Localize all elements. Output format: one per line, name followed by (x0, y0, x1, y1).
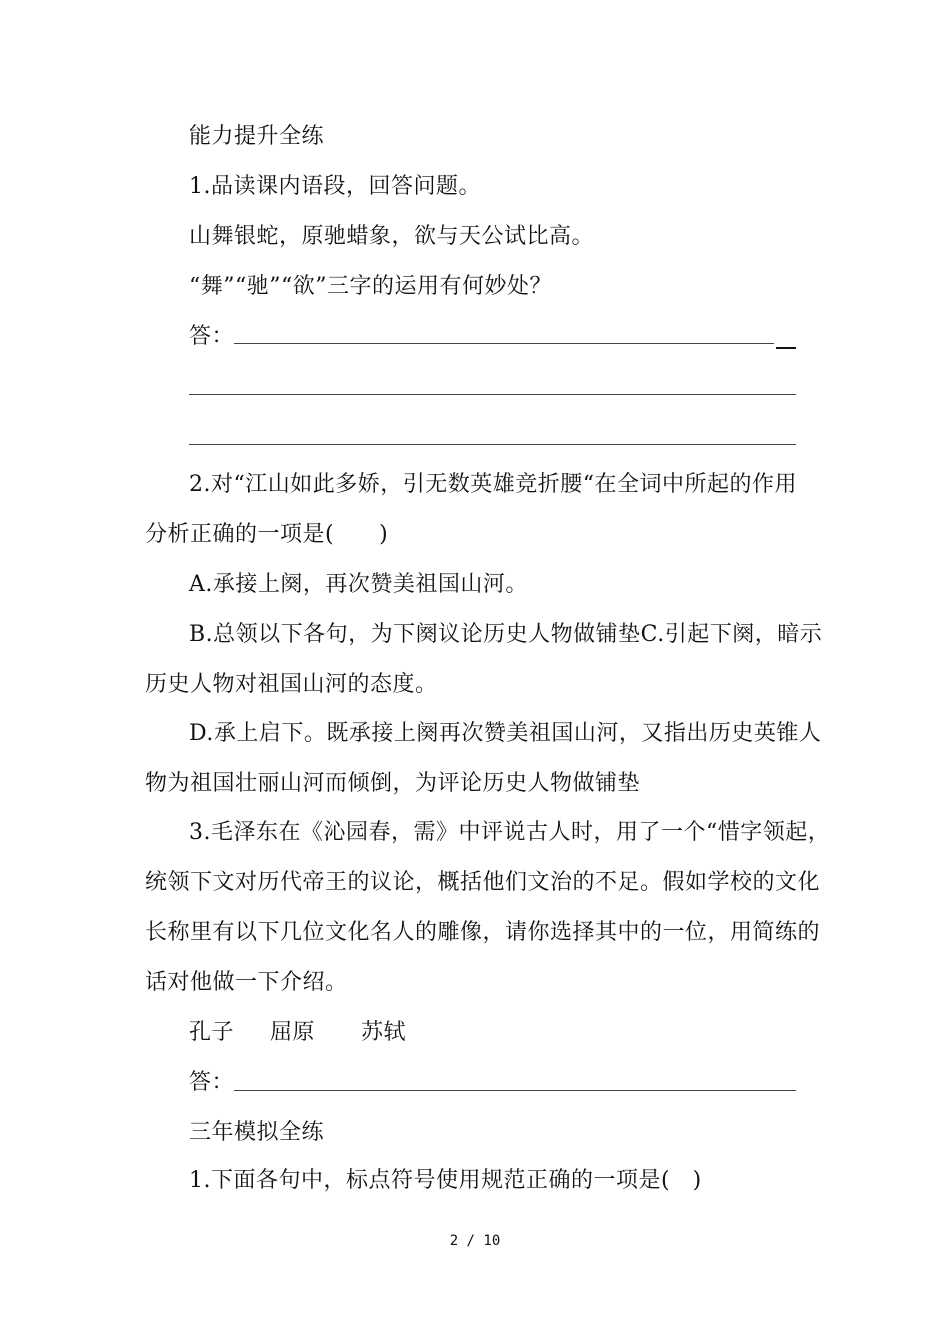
name-option-quyuan: 屈原 (270, 1020, 316, 1045)
answer-line-2[interactable] (189, 394, 796, 395)
question-2-option-d-line1: D.承上启下。既承接上阕再次赞美祖国山河，又指出历史英锥人 (189, 721, 822, 746)
answer-line-1-end (776, 347, 796, 349)
question-2-stem-line2: 分析正确的一项是( ) (145, 522, 389, 547)
name-option-kongzi: 孔子 (189, 1020, 235, 1045)
question-2-option-bc-line1: B.总领以下各句，为下阕议论历史人物做铺垫C.引起下阕，暗示 (189, 622, 823, 647)
question-3-line1: 3.毛泽东在《沁园春，需》中评说古人时，用了一个“惜字领起， (189, 820, 831, 845)
name-option-sushi: 苏轼 (361, 1020, 407, 1045)
answer-label-3: 答： (189, 1070, 235, 1095)
answer-label-1: 答： (189, 324, 235, 349)
question-1-quote: 山舞银蛇，原驰蜡象，欲与天公试比高。 (189, 224, 595, 249)
question-2-stem-line1: 2.对“江山如此多娇，引无数英雄竞折腰“在全词中所起的作用 (189, 472, 797, 497)
question-2-option-bc-line2: 历史人物对祖国山河的态度。 (145, 672, 438, 697)
section-title-three-year: 三年模拟全练 (189, 1120, 325, 1145)
question-3-line4: 话对他做一下介绍。 (145, 970, 348, 995)
page-number: 2 / 10 (449, 1233, 501, 1249)
answer-line-1[interactable] (234, 343, 774, 344)
question-3-name-options (189, 1018, 406, 1048)
question-3-line2: 统领下文对历代帝王的议论，概括他们文治的不足。假如学校的文化 (145, 870, 821, 895)
answer-line-3[interactable] (189, 444, 796, 445)
section-title-ability: 能力提升全练 (189, 124, 325, 149)
question-2-option-d-line2: 物为祖国壮丽山河而倾倒，为评论历史人物做铺垫 (145, 771, 641, 796)
question-2-option-a: A.承接上阕，再次赞美祖国山河。 (189, 572, 528, 597)
section-2-question-1-stem: 1.下面各句中，标点符号使用规范正确的一项是( ) (189, 1168, 702, 1193)
question-1-stem: 1.品读课内语段，回答问题。 (189, 174, 481, 199)
question-3-line3: 长称里有以下几位文化名人的雕像，请你选择其中的一位，用简练的 (145, 920, 821, 945)
question-1-prompt: “舞”“驰”“欲”三字的运用有何妙处？ (189, 274, 552, 299)
answer-line-q3[interactable] (234, 1090, 796, 1091)
